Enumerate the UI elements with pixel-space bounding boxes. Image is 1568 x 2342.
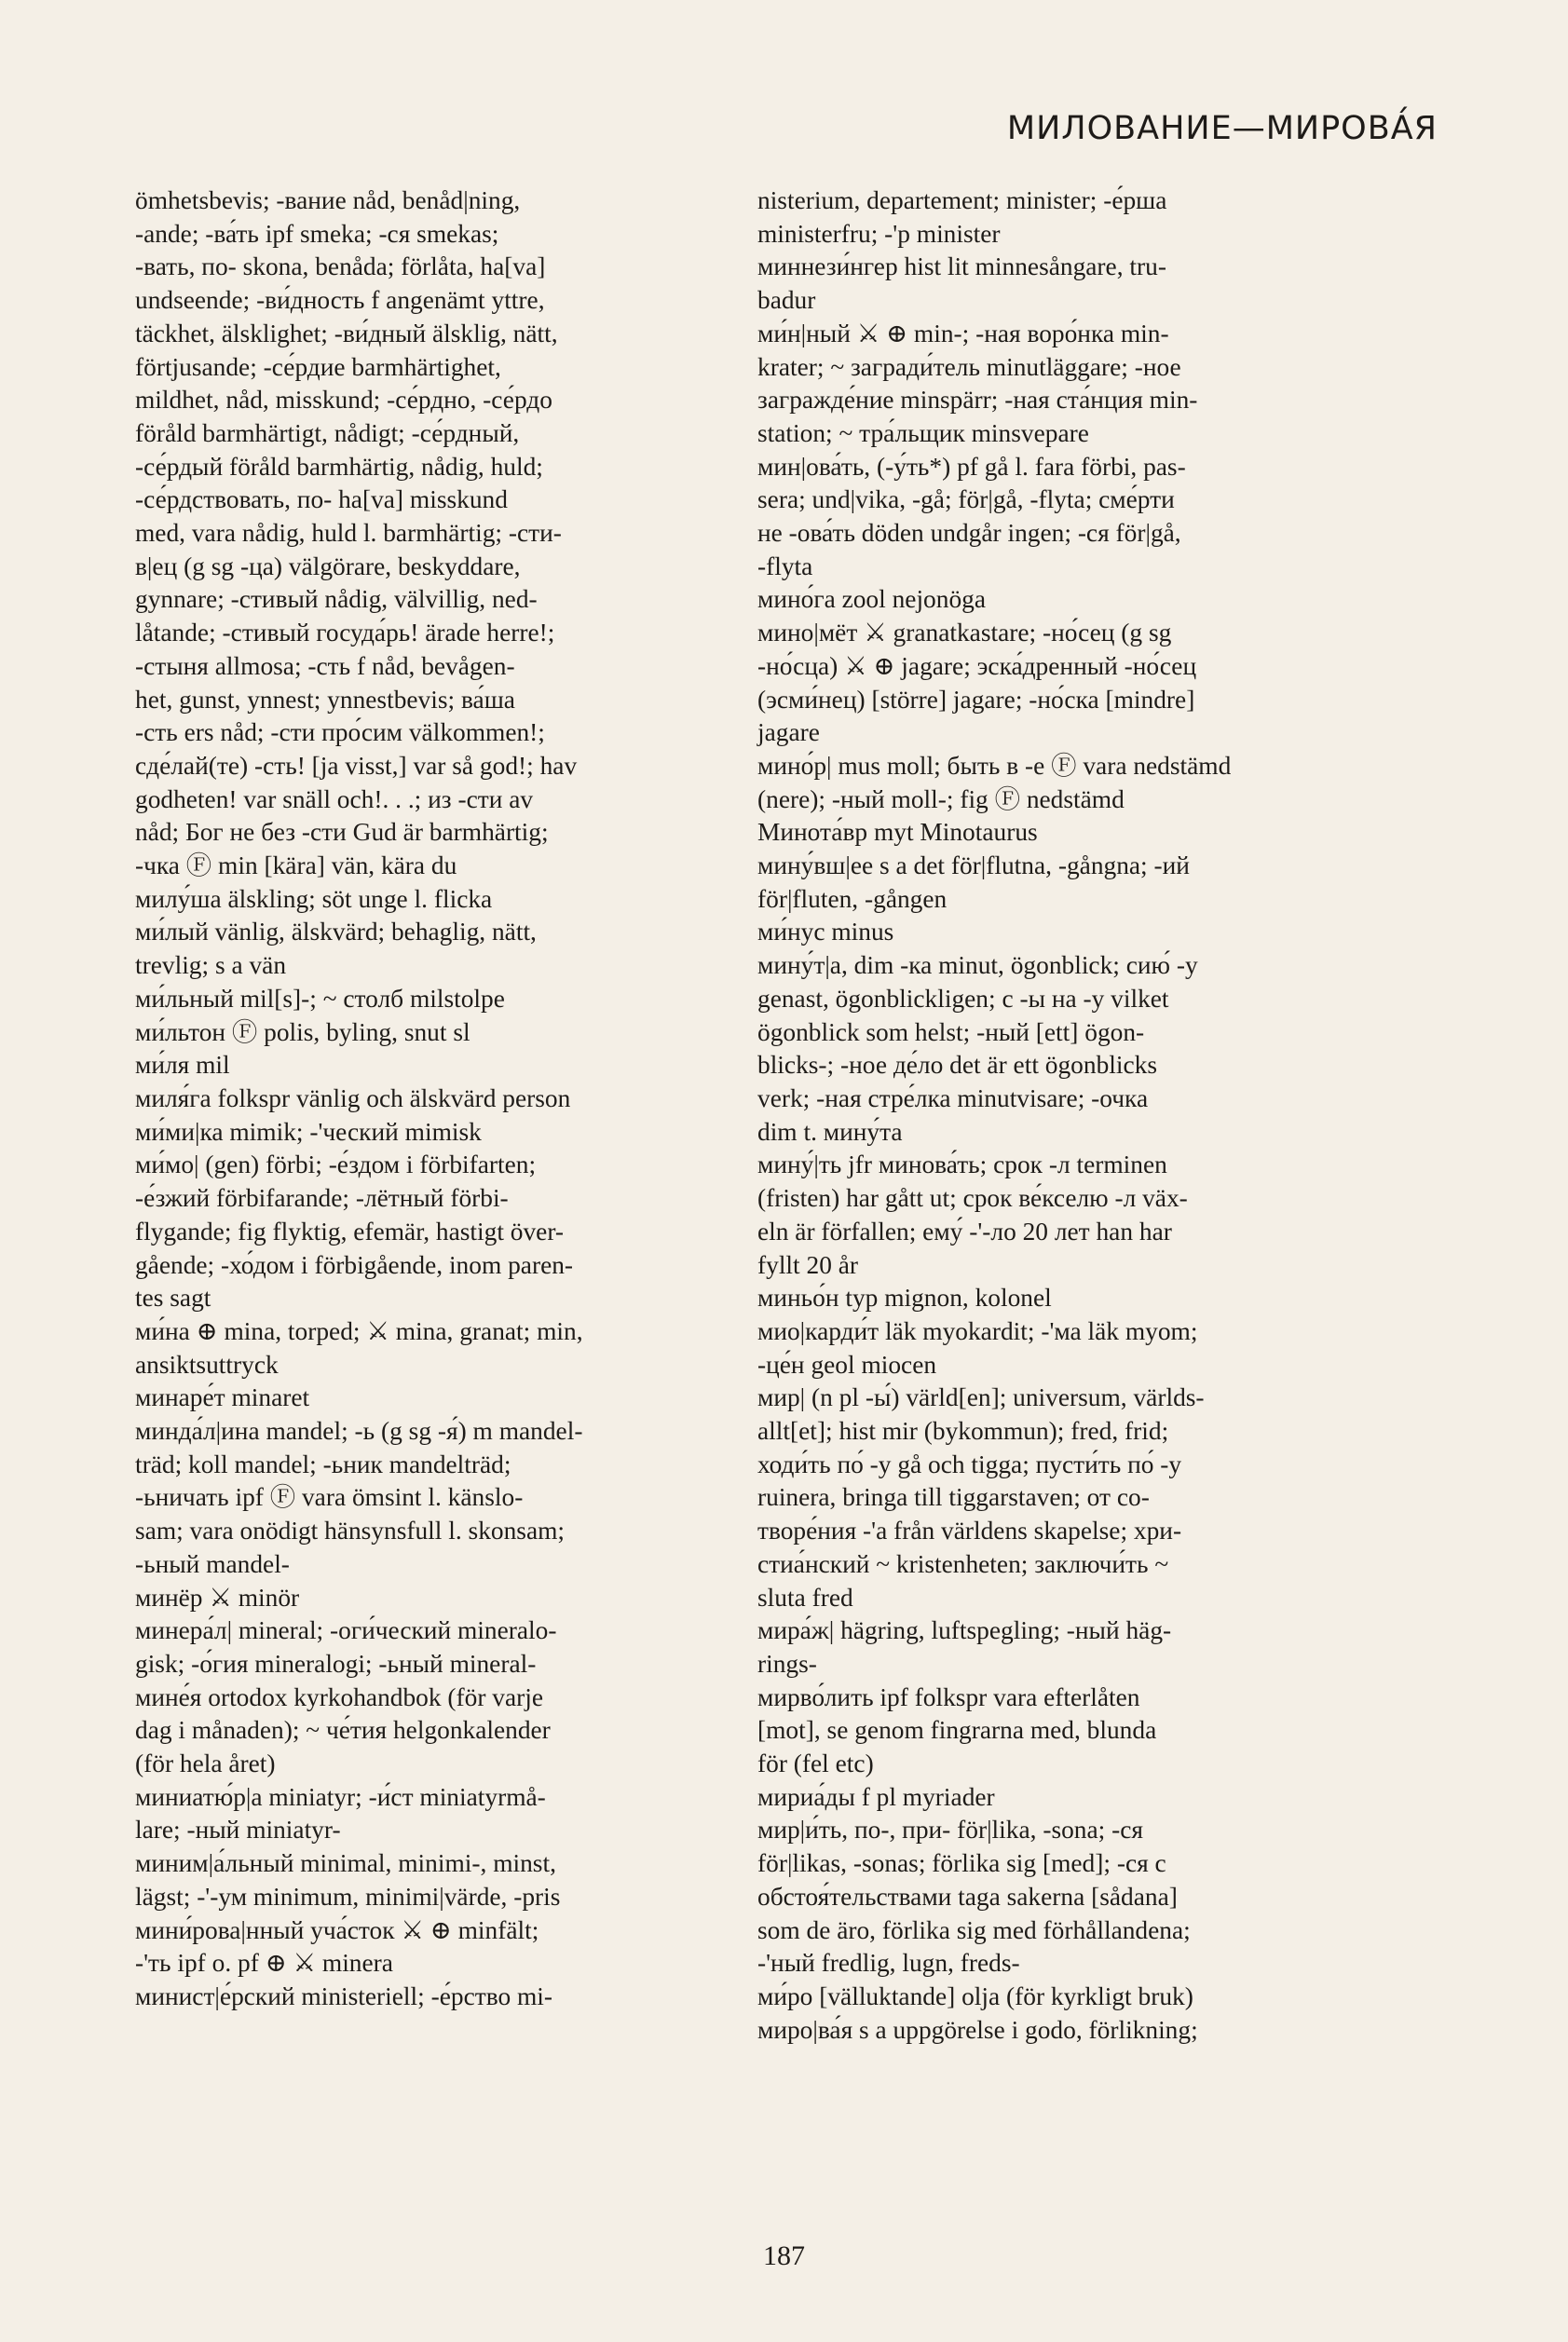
text-line: -flyta: [757, 551, 813, 580]
text-line: -ьный mandel-: [135, 1549, 290, 1578]
text-line: ми́льный mil[s]-; ~ столб milstolpe: [135, 984, 505, 1013]
text-line: -стыня allmosa; -сть f nåd, bevågen-: [135, 651, 515, 680]
text-line: sam; vara onödigt hänsynsfull l. skonsam;: [135, 1517, 566, 1545]
text-line: творе́ния -'а från världens skapelse; хри-: [757, 1517, 1182, 1545]
text-line: загражде́ние minspärr; -ная ста́нция min-: [757, 386, 1198, 415]
text-line: мир| (n pl -ы́) värld[en]; universum, världs-: [757, 1383, 1205, 1412]
text-line: -но́сца) ⚔ ⊕ jagare; эска́дренный -но́сец: [757, 651, 1197, 680]
text-line: -се́рдствовать, по- ha[va] misskund: [135, 485, 508, 514]
text-line: мино́р| mus moll; быть в -е Ⓕ vara nedstämd: [757, 751, 1232, 780]
text-line: fyllt 20 år: [757, 1250, 859, 1279]
text-line: -це́н geol miocen: [757, 1350, 937, 1379]
text-line: мир|и́ть, по-, при- för|lika, -sona; -ся: [757, 1816, 1143, 1845]
text-line: мину́т|а, dim -ка minut, ögonblick; сию́ -у: [757, 951, 1198, 980]
text-line: mildhet, nåd, misskund; -се́рдно, -се́рдо: [135, 386, 552, 415]
text-line: милу́ша älskling; söt unge l. flicka: [135, 884, 493, 913]
text-line: föråld barmhärtigt, nådigt; -се́рдный,: [135, 418, 520, 447]
text-line: förtjusande; -се́рдие barmhärtighet,: [135, 352, 501, 381]
text-line: мино́га zool nejonöga: [757, 585, 986, 614]
text-line: -вать, по- skona, benåda; förlåta, ha[va]: [135, 252, 546, 281]
text-line: минист|е́рский ministeriell; -е́рство mi-: [135, 1981, 553, 2010]
text-line: lare; -ный miniatyr-: [135, 1816, 341, 1845]
text-line: jagare: [757, 718, 820, 747]
text-line: мини́рова|нный уча́сток ⚔ ⊕ minfält;: [135, 1915, 539, 1944]
text-line: träd; koll mandel; -ьник mandelträd;: [135, 1450, 511, 1478]
text-line: ruinera, bringa till tiggarstaven; от со-: [757, 1483, 1150, 1512]
text-line: минёр ⚔ minör: [135, 1583, 300, 1612]
text-line: -се́рдый föråld barmhärtig, nådig, huld;: [135, 452, 543, 481]
text-line: (fristen) har gått ut; срок ве́кселю -л väx-: [757, 1184, 1188, 1213]
text-line: ми́ля mil: [135, 1051, 230, 1080]
text-line: genast, ögonblickligen; с -ы на -у vilket: [757, 984, 1169, 1013]
text-line: ми́на ⊕ mina, torped; ⚔ mina, granat; min,: [135, 1316, 583, 1345]
text-line: godheten! var snäll och!. . .; из -сти av: [135, 784, 534, 813]
text-line: lägst; -'-ум minimum, minimi|värde, -pris: [135, 1882, 561, 1911]
text-line: мира́ж| hägring, luftspegling; -ный häg-: [757, 1616, 1172, 1645]
text-line: rings-: [757, 1649, 817, 1678]
text-line: eln är förfallen; ему́ -'-ло 20 лет han har: [757, 1217, 1172, 1246]
right-column: [757, 184, 1352, 2047]
text-line: -'ный fredlig, lugn, freds-: [757, 1949, 1020, 1978]
text-line: verk; -ная стре́лка minutvisare; -очка: [757, 1083, 1149, 1112]
text-line: в|ец (g sg -ца) välgörare, beskyddare,: [135, 551, 521, 580]
text-line: (nere); -ный moll-; fig Ⓕ nedstämd: [757, 784, 1125, 813]
running-header: МИЛОВАНИЕ—МИРОВА́Я: [1006, 110, 1438, 147]
text-line: med, vara nådig, huld l. barmhärtig; -сти-: [135, 519, 562, 548]
text-line: мине́я ortodox kyrkohandbok (för varje: [135, 1682, 544, 1711]
text-line: ми́льтон Ⓕ polis, byling, snut sl: [135, 1017, 470, 1046]
text-line: ögonblick som helst; -ный [ett] ögon-: [757, 1017, 1145, 1046]
text-line: мину́|ть jfr минова́ть; срок -л terminen: [757, 1151, 1167, 1179]
text-line: обстоя́тельствами taga sakerna [sådana]: [757, 1882, 1178, 1911]
text-line: gisk; -о́гия mineralogi; -ьный mineral-: [135, 1649, 537, 1678]
text-line: tes sagt: [135, 1284, 211, 1313]
text-line: -сть ers nåd; -сти про́сим välkommen!;: [135, 718, 545, 747]
text-line: gående; -хо́дом i förbigående, inom paren-: [135, 1250, 574, 1279]
text-line: nisterium, departement; minister; -е́рша: [757, 186, 1167, 214]
text-line: [mot], se genom fingrarna med, blunda: [757, 1716, 1157, 1745]
text-line: ми́мо| (gen) förbi; -е́здом i förbifarten;: [135, 1151, 537, 1179]
text-line: låtande; -стивый госуда́рь! ärade herre!;: [135, 619, 555, 647]
text-line: ми́лый vänlig, älskvärd; behaglig, nätt,: [135, 918, 537, 946]
text-line: ми́н|ный ⚔ ⊕ min-; -ная воро́нка min-: [757, 319, 1169, 347]
text-line: sera; und|vika, -gå; för|gå, -flyta; сме́рти: [757, 485, 1175, 514]
text-line: krater; ~ загради́тель minutläggare; -ное: [757, 352, 1181, 381]
text-line: för|fluten, -gången: [757, 884, 948, 913]
text-line: sluta fred: [757, 1583, 853, 1612]
text-line: ömhetsbevis; -вание nåd, benåd|ning,: [135, 186, 521, 214]
text-line: station; ~ тра́льщик minsvepare: [757, 418, 1089, 447]
left-column: [135, 184, 729, 2014]
text-line: миниатю́р|а miniatyr; -и́ст miniatyrmå-: [135, 1782, 546, 1811]
text-line: -'ть ipf o. pf ⊕ ⚔ minera: [135, 1949, 393, 1978]
text-line: миннези́нгер hist lit minnesångare, tru-: [757, 252, 1166, 281]
text-line: миньо́н typ mignon, kolonel: [757, 1284, 1052, 1313]
text-line: ходи́ть по́ -у gå och tigga; пусти́ть по́ -у: [757, 1450, 1182, 1478]
text-line: мину́вш|ее s a det för|flutna, -gångna; -ий: [757, 851, 1190, 880]
text-line: -чка Ⓕ min [kära] vän, kära du: [135, 851, 457, 880]
text-line: för|likas, -sonas; förlika sig [med]; -ся с: [757, 1849, 1166, 1878]
text-line: ми́нус minus: [757, 918, 894, 946]
text-line: мино|мёт ⚔ granatkastare; -но́сец (g sg: [757, 619, 1172, 647]
text-line: täckhet, älsklighet; -ви́дный älsklig, nätt,: [135, 319, 558, 347]
text-line: мириа́ды f pl myriader: [757, 1782, 995, 1811]
text-line: het, gunst, ynnest; ynnestbevis; ва́ша: [135, 685, 515, 714]
text-line: ministerfru; -'р minister: [757, 219, 1001, 248]
text-line: миля́га folkspr vänlig och älskvärd person: [135, 1083, 571, 1112]
text-line: ansiktsuttryck: [135, 1350, 279, 1379]
text-line: не -ова́ть döden undgår ingen; -ся för|gå,: [757, 519, 1181, 548]
page-number: 187: [763, 2240, 805, 2271]
text-line: flygande; fig flyktig, efemär, hastigt över-: [135, 1217, 565, 1246]
text-line: som de äro, förlika sig med förhållandena;: [757, 1915, 1191, 1944]
text-line: dag i månaden); ~ че́тия helgonkalender: [135, 1716, 551, 1745]
text-line: миним|а́льный minimal, minimi-, minst,: [135, 1849, 556, 1878]
text-line: trevlig; s a vän: [135, 951, 287, 980]
text-line: мирво́лить ipf folkspr vara efterlåten: [757, 1682, 1140, 1711]
text-line: gynnare; -стивый nådig, välvillig, ned-: [135, 585, 538, 614]
text-line: (för hela året): [135, 1750, 276, 1778]
text-line: -ande; -ва́ть ipf smeka; -ся smekas;: [135, 219, 499, 248]
text-line: миро|ва́я s a uppgörelse i godo, förlikning;: [757, 2015, 1198, 2044]
text-line: dim t. мину́та: [757, 1117, 903, 1146]
text-line: nåd; Бог не без -сти Gud är barmhärtig;: [135, 818, 549, 847]
text-line: blicks-; -ное де́ло det är ett ögonblicks: [757, 1051, 1157, 1080]
text-line: ми́ро [välluktande] olja (för kyrkligt bruk): [757, 1981, 1193, 2010]
text-line: undseende; -ви́дность f angenämt yttre,: [135, 286, 545, 315]
text-line: мин|ова́ть, (-у́ть*) pf gå l. fara förbi, pas-: [757, 452, 1186, 481]
text-line: минда́л|ина mandel; -ь (g sg -я́) m mandel-: [135, 1417, 583, 1446]
text-line: сде́лай(те) -сть! [ja visst,] var så god!; hav: [135, 751, 578, 780]
text-line: Минота́вр myt Minotaurus: [757, 818, 1038, 847]
text-line: -е́зжий förbifarande; -лётный förbi-: [135, 1184, 509, 1213]
text-line: минера́л| mineral; -оги́ческий mineralo-: [135, 1616, 557, 1645]
text-line: allt[et]; hist mir (bykommun); fred, frid;: [757, 1417, 1169, 1446]
text-line: стиа́нский ~ kristenheten; заключи́ть ~: [757, 1549, 1169, 1578]
text-line: (эсми́нец) [större] jagare; -но́ска [mindre]: [757, 685, 1195, 714]
text-line: ми́ми|ка mimik; -'ческий mimisk: [135, 1117, 482, 1146]
text-line: för (fel etc): [757, 1750, 874, 1778]
text-line: мио|карди́т läk myokardit; -'ма läk myom;: [757, 1316, 1198, 1345]
text-line: -ьничать ipf Ⓕ vara ömsint l. känslo-: [135, 1483, 524, 1512]
text-line: минаре́т minaret: [135, 1383, 310, 1412]
text-line: badur: [757, 286, 816, 315]
